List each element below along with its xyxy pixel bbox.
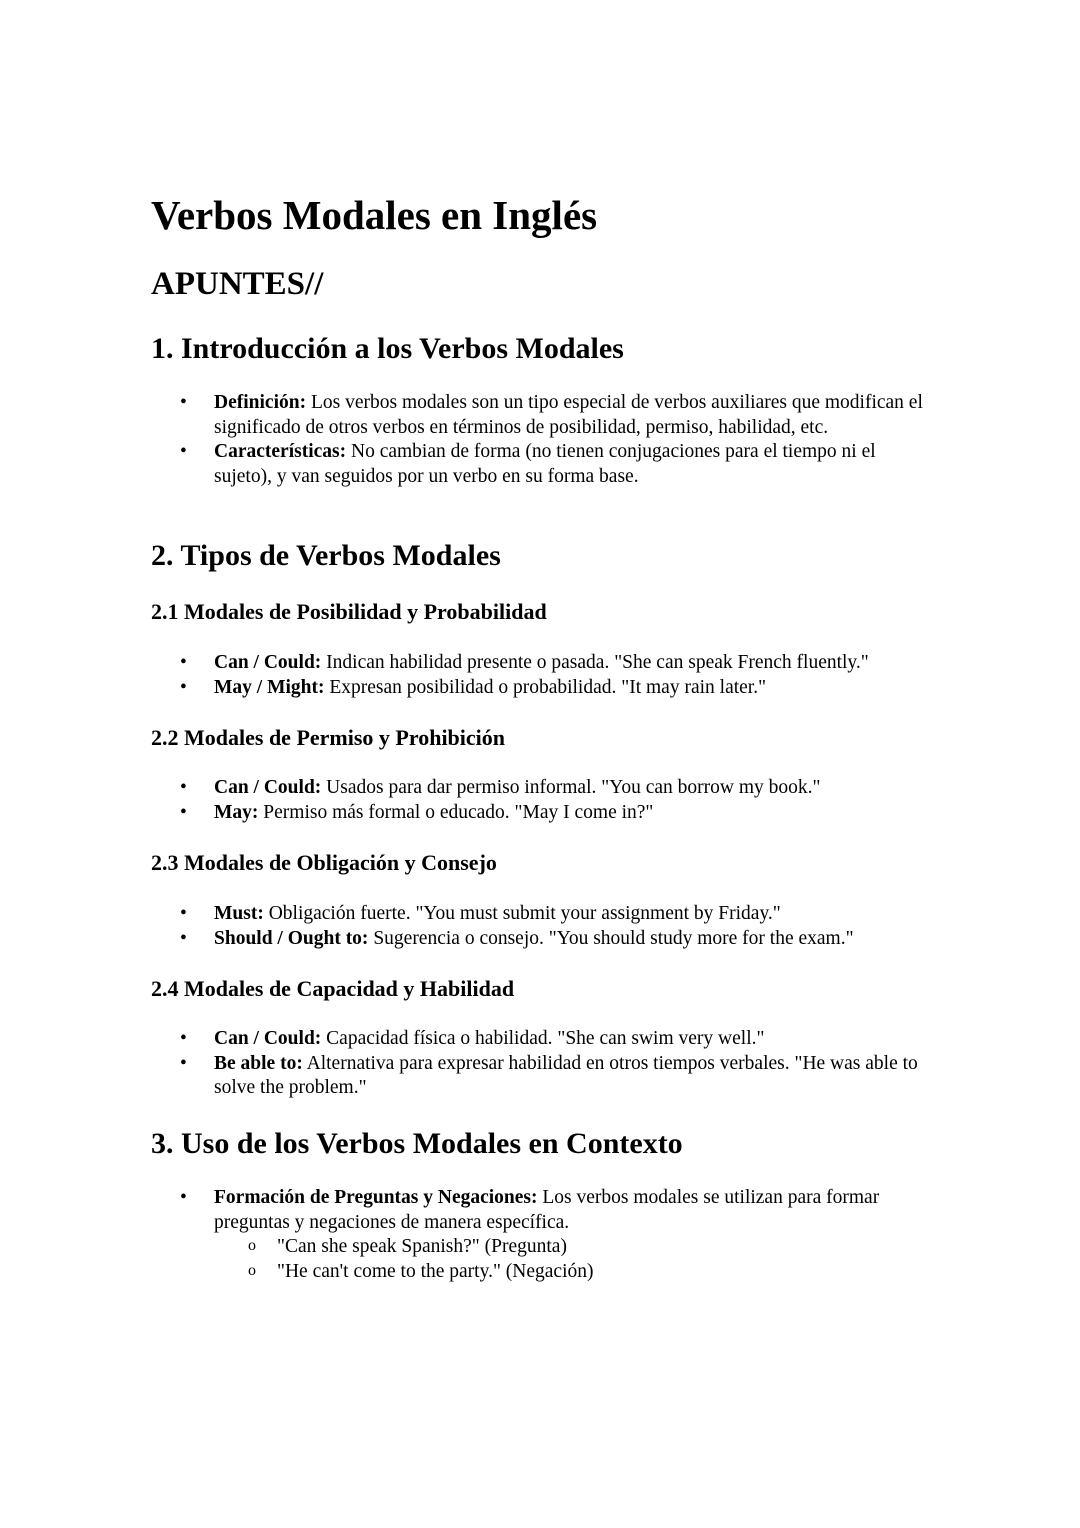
intro-list xyxy=(214,391,929,489)
list-item xyxy=(214,1052,929,1101)
list-item xyxy=(214,1027,929,1052)
item-text: Indican habilidad presente o pasada. "She can speak French fluently." xyxy=(321,652,869,673)
item-term: Definición: xyxy=(214,392,307,413)
item-term: Características: xyxy=(214,441,347,462)
list-item xyxy=(214,776,929,801)
examples-list xyxy=(214,1235,929,1284)
obligation-list xyxy=(214,902,929,951)
subsection-heading-ability: 2.4 Modales de Capacidad y Habilidad xyxy=(151,976,515,1001)
list-item xyxy=(214,902,929,927)
example-item: o "He can't come to the party." (Negación) xyxy=(277,1260,929,1285)
ability-list xyxy=(214,1027,929,1101)
example-item: o "Can she speak Spanish?" (Pregunta) xyxy=(277,1235,929,1260)
item-term: May / Might: xyxy=(214,676,325,698)
item-term: Must: xyxy=(214,903,264,924)
item-text: Expresan posibilidad o probabilidad. "It may rain later." xyxy=(324,676,767,698)
item-text: Los verbos modales se utilizan para formar preguntas y negaciones de manera específica. xyxy=(214,1187,880,1233)
possibility-list xyxy=(214,651,929,700)
list-item xyxy=(214,676,929,701)
item-term: Can / Could: xyxy=(214,1028,322,1049)
item-term: Formación de Preguntas y Negaciones: xyxy=(214,1187,538,1208)
list-item xyxy=(214,801,929,826)
item-term: May: xyxy=(214,801,259,823)
subsection-heading-permission: 2.2 Modales de Permiso y Prohibición xyxy=(151,725,506,750)
list-item xyxy=(214,391,929,440)
item-text: Los verbos modales son un tipo especial de verbos auxiliares que modifican el significado de otros verbos en términos de posibilidad, permiso, habilidad, etc. xyxy=(214,392,923,438)
document-title: Verbos Modales en Inglés xyxy=(151,192,598,238)
subsection-heading-possibility: 2.1 Modales de Posibilidad y Probabilidad xyxy=(151,599,547,624)
item-text: No cambian de forma (no tienen conjugaciones para el tiempo ni el sujeto), y van seguidos por un verbo en su forma base. xyxy=(214,441,876,487)
section-heading-types: 2. Tipos de Verbos Modales xyxy=(151,539,501,572)
item-term: Can / Could: xyxy=(214,777,322,798)
document-subtitle: APUNTES// xyxy=(151,266,324,302)
item-text: Capacidad física o habilidad. "She can swim very well." xyxy=(321,1028,765,1049)
context-list xyxy=(214,1186,929,1284)
item-term: Be able to: xyxy=(214,1052,303,1074)
list-item xyxy=(214,651,929,676)
item-term: Can / Could: xyxy=(214,652,322,673)
item-text: Alternativa para expresar habilidad en otros tiempos verbales. "He was able to solve the problem." xyxy=(214,1052,918,1098)
subsection-heading-obligation: 2.3 Modales de Obligación y Consejo xyxy=(151,850,497,875)
item-text: Sugerencia o consejo. "You should study more for the exam." xyxy=(368,927,854,949)
section-heading-intro: 1. Introducción a los Verbos Modales xyxy=(151,332,624,365)
list-item xyxy=(214,1186,929,1284)
list-item xyxy=(214,927,929,952)
permission-list xyxy=(214,776,929,825)
list-item xyxy=(214,440,929,489)
item-text: Obligación fuerte. "You must submit your assignment by Friday." xyxy=(263,903,781,924)
item-text: Usados para dar permiso informal. "You can borrow my book." xyxy=(321,777,821,798)
item-text: Permiso más formal o educado. "May I come in?" xyxy=(258,801,654,823)
item-term: Should / Ought to: xyxy=(214,927,369,949)
section-heading-context: 3. Uso de los Verbos Modales en Contexto xyxy=(151,1127,683,1160)
